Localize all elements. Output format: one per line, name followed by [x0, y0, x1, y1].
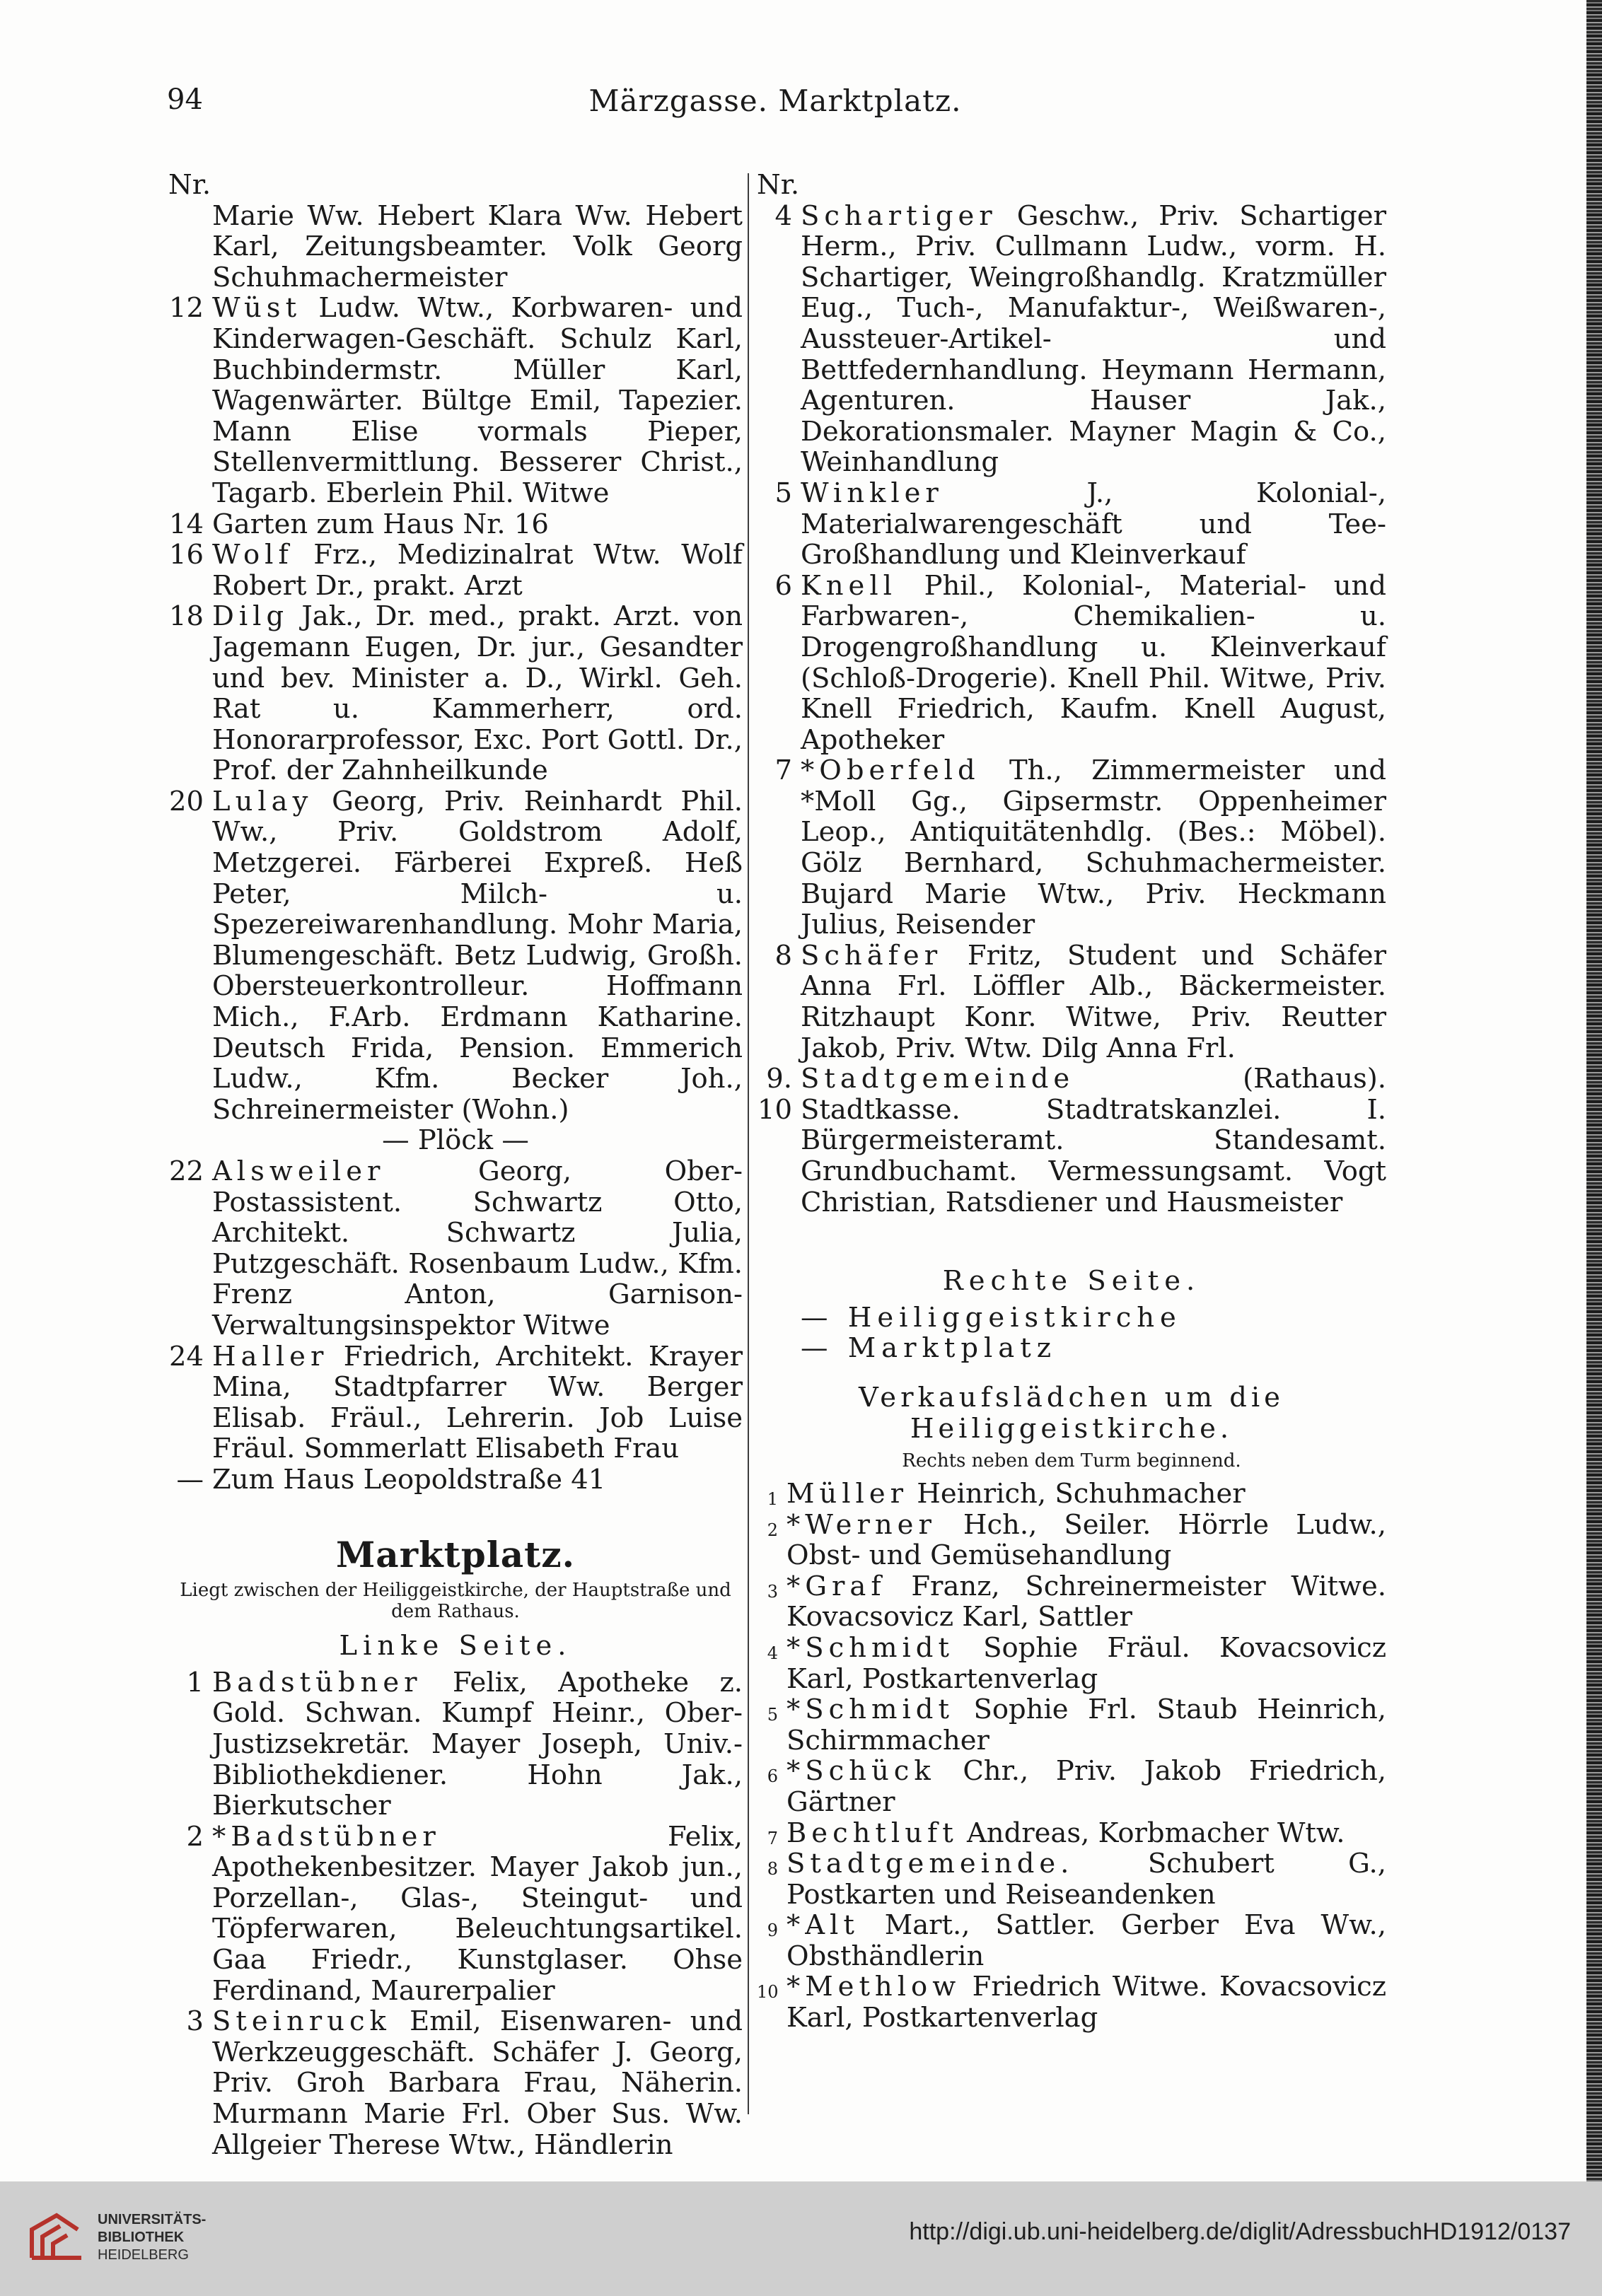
- address-entry: [168, 1156, 743, 1341]
- address-entry: [168, 201, 743, 293]
- house-number: 8: [774, 939, 792, 972]
- entry-name: Schartiger: [801, 199, 997, 232]
- entry-text: Hch., Seiler. Hörrle Ludw., Obst- und Gemüsehandlung: [787, 1508, 1386, 1572]
- entry-text: Fritz, Student und Schäfer Anna Frl. Löffler Alb., Bäckermeister. Ritzhaupt Konr. Witwe, Priv. Reutter Jakob, Priv. Wtw. Dilg Anna Frl.: [801, 939, 1386, 1064]
- entry-text: Garten zum Haus Nr. 16: [212, 508, 549, 540]
- entry-name: Haller: [212, 1340, 329, 1373]
- entry-text: Sophie Fräul. Kovacsovicz Karl, Postkartenverlag: [787, 1631, 1386, 1695]
- entry-text: J., Kolonial-, Materialwarengeschäft und Tee-Großhandlung und Kleinverkauf: [801, 477, 1386, 571]
- entry-text: Felix, Apotheke z. Gold. Schwan. Kumpf Heinr., Ober-Justizsekretär. Mayer Joseph, Univ.-Bibliothekdiener. Hohn Jak., Bierkutscher: [212, 1666, 743, 1822]
- entry-name: *Methlow: [787, 1971, 961, 2003]
- entry-text: Franz, Schreinermeister Witwe. Kovacsovicz Karl, Sattler: [787, 1570, 1386, 1633]
- entry-text: Phil., Kolonial-, Material- und Farbwaren-, Chemikalien- u. Drogengroßhandlung u. Kleinverkauf (Schloß-Drogerie). Knell Phil. Witwe, Priv. Knell Friedrich, Kaufm. Knell August, Apotheker: [801, 569, 1386, 756]
- entry-text: Th., Zimmermeister und *Moll Gg., Gipsermstr. Oppenheimer Leop., Antiquitätenhdlg. (Bes.: Möbel). Gölz Bernhard, Schuhmachermeister. Bujard Marie Wtw., Priv. Heckmann Julius, Reisender: [801, 754, 1386, 941]
- section-note: Liegt zwischen der Heiliggeistkirche, der Hauptstraße und dem Rathaus.: [180, 1580, 731, 1623]
- page-edge-strip: [1586, 0, 1602, 2181]
- library-name: [98, 2211, 206, 2264]
- stalls-note: Rechts neben dem Turm beginnend.: [902, 1450, 1241, 1472]
- entry-text: Emil, Eisenwaren- und Werkzeuggeschäft. Schäfer J. Georg, Priv. Groh Barbara Frau, Näherin. Murmann Marie Frl. Ober Sus. Ww. Allgeier Therese Wtw., Händlerin: [212, 2005, 743, 2161]
- library-name-line: UNIVERSITÄTS-: [98, 2212, 207, 2227]
- entry-text: Geschw., Priv. Schartiger Herm., Priv. Cullmann Ludw., vorm. H. Schartiger, Weingroßhandlg. Kratzmüller Eug., Tuch-, Manufaktur-, Weißwaren-, Aussteuer-Artikel- und Bettfedernhandlung. Heymann Hermann, Agenturen. Hauser Jak., Dekorationsmaler. Mayner Magin & Co., Weinhandlung: [801, 199, 1386, 479]
- house-number: 1: [767, 1488, 778, 1509]
- address-entry: [757, 1910, 1386, 1971]
- address-entry: [757, 1479, 1386, 1510]
- address-entry: [168, 1464, 743, 1496]
- stalls-heading: Verkaufslädchen um die Heiliggeistkirche.: [859, 1381, 1284, 1445]
- entry-text: Georg, Ober-Postassistent. Schwartz Otto, Architekt. Schwartz Julia, Putzgeschäft. Rosenbaum Ludw., Kfm. Frenz Anton, Garnison-Verwaltungsinspektor Witwe: [212, 1155, 743, 1341]
- dash-item: — Marktplatz: [801, 1332, 1057, 1365]
- house-number: 12: [169, 292, 204, 325]
- house-number: 6: [767, 1766, 778, 1787]
- entry-name: Steinruck: [212, 2005, 391, 2038]
- address-entry: [757, 571, 1386, 756]
- address-entry: [168, 509, 743, 540]
- house-number: 2: [186, 1820, 204, 1853]
- entry-name: *Werner: [787, 1508, 936, 1541]
- library-name-line: HEIDELBERG: [98, 2247, 189, 2263]
- entry-name: *Schmidt: [787, 1694, 954, 1726]
- nr-label: Nr.: [168, 169, 211, 201]
- entry-name: Schäfer: [801, 939, 943, 972]
- address-entry: [168, 1341, 743, 1464]
- right-entries-b: [757, 1479, 1386, 2034]
- dash-item: — Heiliggeistkirche: [801, 1301, 1182, 1334]
- house-number: 5: [767, 1705, 778, 1725]
- source-url[interactable]: http://digi.ub.uni-heidelberg.de/diglit/AdressbuchHD1912/0137: [909, 2218, 1571, 2245]
- address-entry: [757, 1633, 1386, 1694]
- address-entry: [757, 1848, 1386, 1910]
- entry-name: Knell: [801, 569, 897, 602]
- entry-text: Georg, Priv. Reinhardt Phil. Ww., Priv. Goldstrom Adolf, Metzgerei. Färberei Expreß. Heß Peter, Milch- u. Spezereiwarenhandlung. Mohr Maria, Blumengeschäft. Betz Ludwig, Großh. Obersteuerkontrolleur. Hoffmann Mich., F.Arb. Erdmann Katharine. Deutsch Frida, Pension. Emmerich Ludw., Kfm. Becker Joh., Schreinermeister (Wohn.): [212, 785, 743, 1126]
- entry-name: Wolf: [212, 539, 294, 571]
- house-number: 10: [757, 1982, 779, 2003]
- entry-name: Stadtgemeinde: [801, 1063, 1075, 1095]
- entry-text: Chr., Priv. Jakob Friedrich, Gärtner: [787, 1755, 1386, 1818]
- entry-text: Schubert G., Postkarten und Reiseandenken: [787, 1848, 1386, 1911]
- entry-text: Zum Haus Leopoldstraße 41: [212, 1463, 606, 1496]
- address-entry: [757, 1571, 1386, 1633]
- address-entry: [757, 1063, 1386, 1218]
- address-entry: [168, 1822, 743, 2007]
- entry-name: Wüst: [212, 292, 302, 325]
- entry-text: Mart., Sattler. Gerber Eva Ww., Obsthändlerin: [787, 1909, 1386, 1972]
- page-header: [167, 83, 1383, 126]
- address-entry: [168, 293, 743, 508]
- entry-name: *Alt: [787, 1909, 859, 1942]
- address-entry: [168, 786, 743, 1126]
- house-number: 3: [186, 2005, 204, 2038]
- house-number: 9: [767, 1921, 778, 1941]
- entry-name: Müller: [787, 1477, 909, 1510]
- house-number: 9. 10: [758, 1063, 792, 1126]
- entry-text: Heinrich, Schuhmacher: [917, 1477, 1246, 1510]
- left-entries-b: [168, 1156, 743, 1496]
- entry-name: Lulay: [212, 785, 313, 817]
- footer-bar: [0, 2181, 1602, 2296]
- entry-text: Felix, Apothekenbesitzer. Mayer Jakob jun., Porzellan-, Glas-, Steingut- und Töpferwaren, Beleuchtungsartikel. Gaa Friedr., Kunstglaser. Ohse Ferdinand, Maurerpalier: [212, 1820, 743, 2007]
- address-entry: [757, 1971, 1386, 2033]
- entry-text: Frz., Medizinalrat Wtw. Wolf Robert Dr., prakt. Arzt: [212, 539, 743, 602]
- entry-name: Winkler: [801, 477, 944, 509]
- nr-label: Nr.: [757, 169, 800, 201]
- entry-text: Ludw. Wtw., Korbwaren- und Kinderwagen-Geschäft. Schulz Karl, Buchbindermstr. Müller Karl, Wagenwärter. Bültge Emil, Tapezier. Mann Elise vormals Pieper, Stellenvermittlung. Besserer Christ., Tagarb. Eberlein Phil. Witwe: [212, 292, 743, 509]
- house-number: 7: [774, 754, 792, 787]
- left-column: [168, 170, 743, 2160]
- address-entry: [757, 940, 1386, 1063]
- right-entries-a: [757, 201, 1386, 1218]
- house-number: —: [176, 1463, 204, 1496]
- address-entry: [757, 1510, 1386, 1571]
- address-entry: [757, 478, 1386, 571]
- house-number: 20: [169, 785, 204, 817]
- house-number: 7: [767, 1828, 778, 1848]
- entry-name: Badstübner: [212, 1666, 422, 1698]
- running-title: Märzgasse. Marktplatz.: [588, 83, 962, 118]
- house-number: 5: [774, 477, 792, 509]
- entry-name: Bechtluft: [787, 1817, 958, 1849]
- house-number: 22: [169, 1155, 204, 1187]
- entry-text: Sophie Frl. Staub Heinrich, Schirmmacher: [787, 1694, 1386, 1756]
- entry-text: Friedrich Witwe. Kovacsovicz Karl, Postkartenverlag: [787, 1971, 1386, 2034]
- entry-name: *Badstübner: [212, 1820, 441, 1853]
- address-entry: [757, 755, 1386, 940]
- entry-text: Andreas, Korbmacher Wtw.: [967, 1817, 1345, 1849]
- library-name-line: BIBLIOTHEK: [98, 2230, 185, 2245]
- entry-name: *Graf: [787, 1570, 886, 1602]
- address-entry: [168, 2006, 743, 2160]
- house-number: 8: [767, 1859, 778, 1880]
- house-number: 1: [186, 1666, 204, 1698]
- address-entry: [168, 1667, 743, 1822]
- address-entry: [757, 1818, 1386, 1849]
- side-heading-left: Linke Seite.: [339, 1630, 572, 1662]
- entry-name: *Schück: [787, 1755, 936, 1788]
- ploeck-separator: — Plöck —: [382, 1124, 529, 1157]
- entry-name: Alsweiler: [212, 1155, 385, 1187]
- section-title: Marktplatz.: [335, 1533, 576, 1575]
- house-number: 3: [767, 1581, 778, 1602]
- address-entry: [757, 201, 1386, 478]
- address-entry: [168, 540, 743, 601]
- house-number: 2: [767, 1520, 778, 1540]
- house-number: 14: [169, 508, 204, 540]
- address-entry: [757, 1694, 1386, 1756]
- house-number: 24: [169, 1340, 204, 1373]
- entry-name: Dilg: [212, 600, 289, 633]
- entry-text: Jak., Dr. med., prakt. Arzt. von Jagemann Eugen, Dr. jur., Gesandter und bev. Minister a. D., Wirkl. Geh. Rat u. Kammerherr, ord. Honorarprofessor, Exc. Port Gottl. Dr., Prof. der Zahnheilkunde: [212, 600, 743, 787]
- house-number: 16: [169, 539, 204, 571]
- right-column: [757, 170, 1386, 2034]
- house-number: 4: [774, 199, 792, 232]
- house-number: 6: [774, 569, 792, 602]
- side-heading-right: Rechte Seite.: [942, 1265, 1201, 1298]
- left-entries-a: [168, 201, 743, 1126]
- entry-name: Stadtgemeinde.: [787, 1848, 1074, 1880]
- entry-text: (Rathaus). Stadtkasse. Stadtratskanzlei. I. Bürgermeisteramt. Standesamt. Grundbuchamt. Vermessungsamt. Vogt Christian, Ratsdiener und Hausmeister: [801, 1063, 1386, 1218]
- entry-name: *Oberfeld: [801, 754, 980, 787]
- left-entries-c: [168, 1667, 743, 2161]
- library-logo-icon: [21, 2201, 88, 2268]
- page-number: 94: [167, 83, 203, 116]
- house-number: 18: [169, 600, 204, 633]
- entry-text: Friedrich, Architekt. Krayer Mina, Stadtpfarrer Ww. Berger Elisab. Fräul., Lehrerin. Job Luise Fräul. Sommerlatt Elisabeth Frau: [212, 1340, 743, 1465]
- entry-name: *Schmidt: [787, 1631, 954, 1664]
- entry-text: Marie Ww. Hebert Klara Ww. Hebert Karl, Zeitungsbeamter. Volk Georg Schuhmachermeister: [212, 199, 743, 293]
- address-entry: [757, 1756, 1386, 1817]
- column-divider: [748, 173, 749, 2114]
- house-number: 4: [767, 1643, 778, 1663]
- address-entry: [168, 601, 743, 786]
